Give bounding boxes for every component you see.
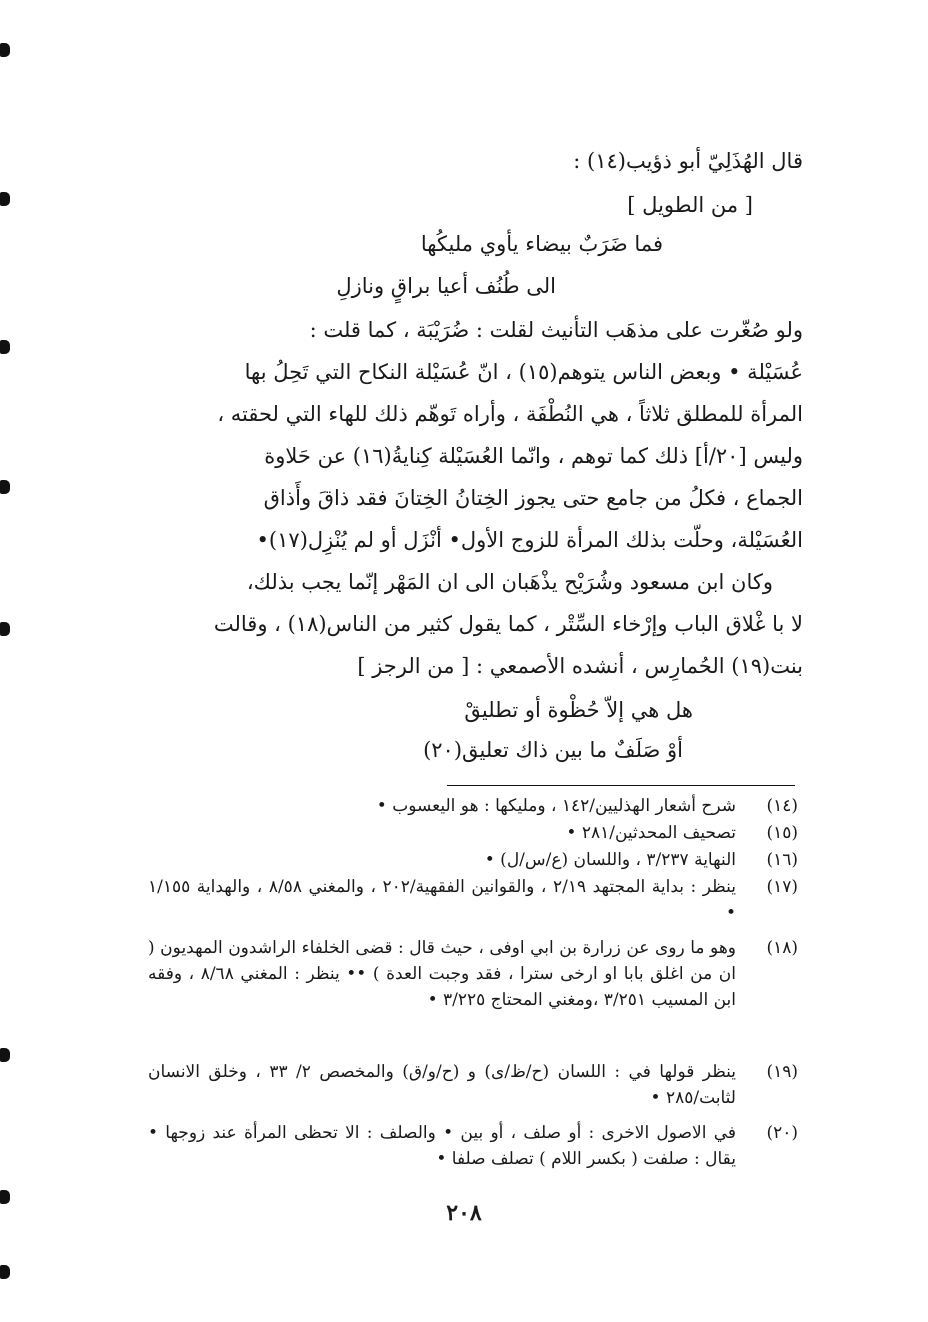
footnote-number: (١٩) (766, 1062, 798, 1082)
page-number: ٢٠٨ (446, 1200, 482, 1226)
binding-hole-mark (0, 192, 10, 206)
footnote (148, 874, 798, 926)
text-line: المرأة للمطلق ثلاثاً ، هي النُطْفَة ، وأراه تَوهّم ذلك للهاء التي لحقته ، (217, 402, 803, 426)
footnote (148, 793, 798, 819)
binding-hole-mark (0, 1048, 10, 1062)
footnote-text: وهو ما روى عن زرارة بن ابي اوفى ، حيث قال : قضى الخلفاء الراشدون المهديون ( ان من اغلق بابا او ارخى سترا ، فقد وجبت العدة ) •• ينظر : المغني ٨/٦٨ ، وفقه ابن المسيب ٣/٢٥١ ،ومغني المحتاج ٣/٢٢٥ • (148, 938, 736, 1010)
binding-hole-mark (0, 1265, 10, 1279)
footnote-text: شرح أشعار الهذليين/١٤٢ ، ومليكها : هو اليعسوب • (376, 796, 736, 816)
text-line: الجماع ، فكلُ من جامع حتى يجوز الخِتانُ الخِتانَ فقد ذاقَ وأَذاق (263, 486, 803, 510)
footnote-number: (١٦) (766, 850, 798, 870)
text-line: وليس [٢٠/أ] ذلك كما توهم ، وانّما العُسَيْلة كِنايةُ(١٦) عن حَلاوة (264, 444, 803, 468)
footnote-number: (٢٠) (766, 1123, 798, 1143)
text-line: عُسَيْلة • وبعض الناس يتوهم(١٥) ، انّ عُسَيْلة النكاح التي تَحِلُ بها (244, 360, 803, 384)
footnote-number: (١٧) (766, 877, 798, 897)
footnote-text: ينظر قولها في : اللسان (ح/ظ/ى) و (ح/و/ق) والمخصص ٢/ ٣٣ ، وخلق الانسان لثابت/٢٨٥ • (148, 1062, 736, 1108)
binding-hole-mark (0, 43, 10, 57)
text-line: بنت(١٩) الحُمارِس ، أنشده الأصمعي : [ من الرجز ] (357, 654, 803, 678)
text-line: قال الهُذَلِيّ أبو ذؤيب(١٤) : (573, 149, 803, 173)
text-line: لا با غْلاق الباب وإرْخاء السِّتْر ، كما يقول كثير من الناس(١٨) ، وقالت (213, 612, 803, 636)
footnote-separator (447, 785, 795, 786)
binding-hole-mark (0, 622, 10, 636)
footnote-number: (١٥) (766, 823, 798, 843)
text-line: وكان ابن مسعود وشُرَيْح يذْهَبان الى ان المَهْر إنّما يجب بذلك، (246, 570, 773, 594)
text-line: ولو صُغّرت على مذهَب التأنيث لقلت : ضُرَيْبَة ، كما قلت : (309, 318, 803, 342)
meter-label: [ من الطويل ] (627, 193, 753, 217)
binding-hole-mark (0, 480, 10, 494)
footnote (148, 847, 798, 873)
footnote-text: النهاية ٣/٢٣٧ ، واللسان (ع/س/ل) • (484, 850, 736, 870)
verse-line: هل هي إلاّ حُظْوة أو تطليقْ (464, 698, 693, 722)
footnote-text: في الاصول الاخرى : أو صلف ، أو بين • والصلف : الا تحظى المرأة عند زوجها • يقال : صلفت ( بكسر اللام ) تصلف صلفا • (148, 1123, 736, 1169)
footnote-number: (١٨) (766, 938, 798, 958)
verse-line: الى طُنُف أعيا براقٍ ونازلِ (336, 274, 556, 298)
footnote-number: (١٤) (766, 796, 798, 816)
binding-hole-mark (0, 340, 10, 354)
footnote-text: ينظر : بداية المجتهد ٢/١٩ ، والقوانين الفقهية/٢٠٢ ، والمغني ٨/٥٨ ، والهداية ١/١٥٥ • (148, 877, 736, 923)
footnote (148, 1120, 798, 1172)
footnote-text: تصحيف المحدثين/٢٨١ • (566, 823, 736, 843)
text-line: العُسَيْلة، وحلّت بذلك المرأة للزوج الأول• أنْزَل أو لم يُنْزِل(١٧)• (256, 528, 803, 552)
footnote (148, 1059, 798, 1111)
footnote (148, 820, 798, 846)
footnote (148, 935, 798, 1013)
verse-line: فما ضَرَبٌ بيضاء يأوي مليكُها (420, 232, 663, 256)
verse-line: أوْ صَلَفٌ ما بين ذاك تعليق(٢٠) (423, 738, 683, 762)
